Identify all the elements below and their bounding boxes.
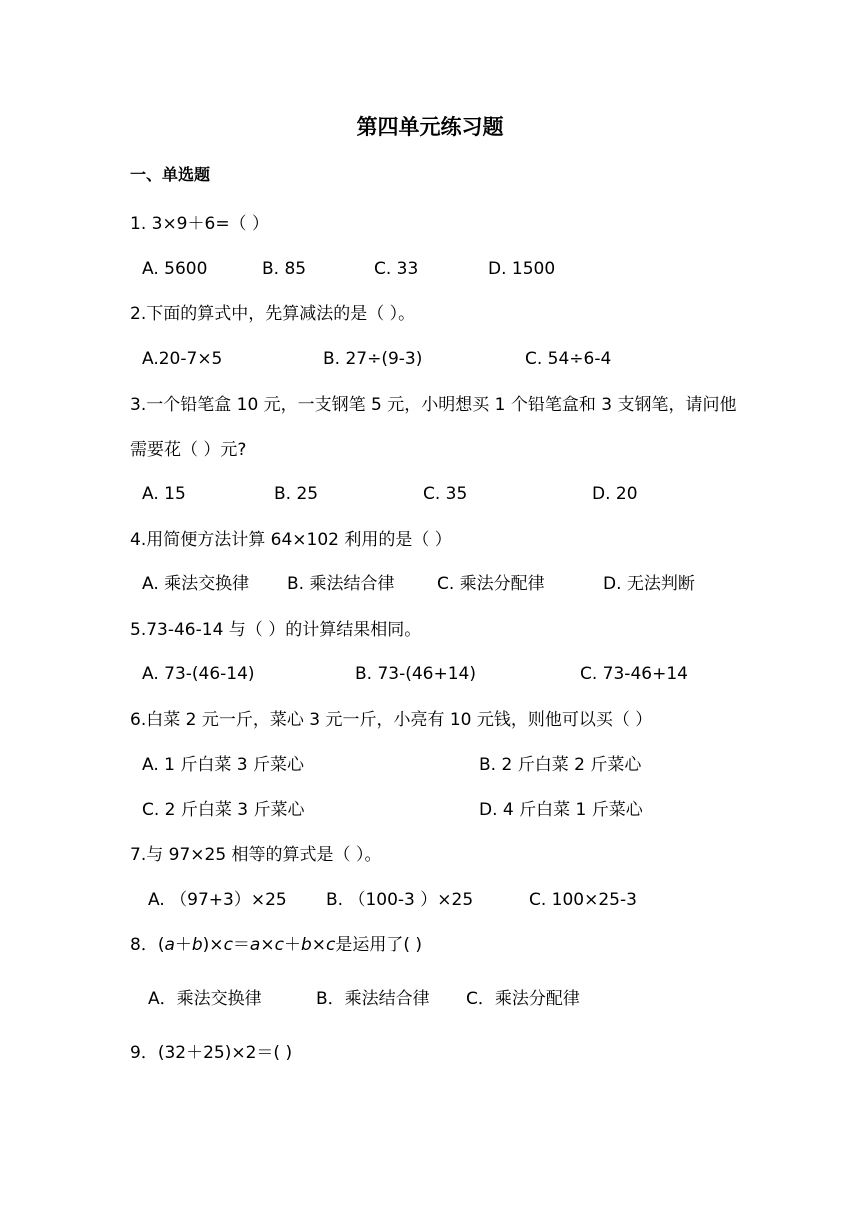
question-5-stem: 5.73-46-14 与（ ）的计算结果相同。 — [130, 620, 422, 640]
question-1-stem: 1. 3×9＋6=（ ） — [130, 214, 269, 234]
q8-var-b: b — [191, 935, 203, 955]
question-6-option-b: B. 2 斤白菜 2 斤菜心 — [479, 755, 642, 775]
page-title: 第四单元练习题 — [356, 115, 504, 139]
question-3-option-c: C. 35 — [423, 484, 468, 504]
q8-mid: )× — [202, 935, 224, 955]
question-7-option-c: C. 100×25-3 — [529, 890, 637, 910]
question-3-stem-line2: 需要花（ ）元? — [130, 440, 247, 460]
question-9-stem: 9．(32＋25)×2＝( ) — [130, 1043, 293, 1063]
question-7-option-a: A. （97+3）×25 — [148, 890, 287, 910]
question-8-stem — [130, 933, 422, 957]
q8-var-c2: c — [274, 935, 284, 955]
question-3-stem-line1: 3.一个铅笔盒 10 元，一支钢笔 5 元，小明想买 1 个铅笔盒和 3 支钢笔，请问他 — [130, 395, 737, 415]
question-7-option-b: B. （100-3 ）×25 — [326, 890, 474, 910]
question-3-option-a: A. 15 — [142, 484, 186, 504]
question-1-option-b: B. 85 — [262, 259, 307, 279]
question-6-option-a: A. 1 斤白菜 3 斤菜心 — [142, 755, 304, 775]
q8-suffix: 是运用了( ) — [335, 935, 423, 955]
question-2-option-b: B. 27÷(9-3) — [323, 349, 423, 369]
q8-var-c3: c — [326, 935, 336, 955]
question-4-option-b: B. 乘法结合律 — [287, 574, 395, 594]
question-7-stem: 7.与 97×25 相等的算式是（ ）。 — [130, 845, 382, 865]
question-3-option-b: B. 25 — [274, 484, 319, 504]
q8-times1: × — [260, 935, 275, 955]
question-2-option-a: A.20-7×5 — [142, 349, 223, 369]
q8-op-plus: ＋ — [174, 935, 192, 955]
question-4-stem: 4.用简便方法计算 64×102 利用的是（ ） — [130, 530, 452, 550]
q8-var-b2: b — [300, 935, 312, 955]
question-8-option-b: B．乘法结合律 — [316, 989, 430, 1009]
question-8-option-c: C．乘法分配律 — [466, 989, 580, 1009]
q8-equals: ＝ — [232, 935, 250, 955]
question-3-option-d: D. 20 — [592, 484, 638, 504]
question-6-option-d: D. 4 斤白菜 1 斤菜心 — [479, 800, 643, 820]
question-5-option-a: A. 73-(46-14) — [142, 664, 255, 684]
question-6-option-c: C. 2 斤白菜 3 斤菜心 — [142, 800, 305, 820]
question-6-stem: 6.白菜 2 元一斤，菜心 3 元一斤，小亮有 10 元钱，则他可以买（ ） — [130, 710, 653, 730]
question-4-option-d: D. 无法判断 — [603, 574, 695, 594]
question-8-option-a: A．乘法交换律 — [148, 989, 262, 1009]
question-1-option-d: D. 1500 — [488, 259, 556, 279]
question-5-option-c: C. 73-46+14 — [580, 664, 688, 684]
q8-prefix: 8．( — [130, 935, 165, 955]
q8-times2: × — [311, 935, 326, 955]
question-2-stem: 2.下面的算式中，先算减法的是（ ）。 — [130, 304, 416, 324]
q8-plus2: ＋ — [283, 935, 301, 955]
question-1-option-a: A. 5600 — [142, 259, 208, 279]
section-heading: 一、单选题 — [130, 165, 211, 184]
q8-var-c: c — [223, 935, 233, 955]
q8-var-a2: a — [249, 935, 261, 955]
question-5-option-b: B. 73-(46+14) — [355, 664, 477, 684]
question-4-option-a: A. 乘法交换律 — [142, 574, 250, 594]
question-1-option-c: C. 33 — [374, 259, 419, 279]
question-2-option-c: C. 54÷6-4 — [525, 349, 612, 369]
question-4-option-c: C. 乘法分配律 — [437, 574, 545, 594]
q8-var-a: a — [164, 935, 175, 955]
